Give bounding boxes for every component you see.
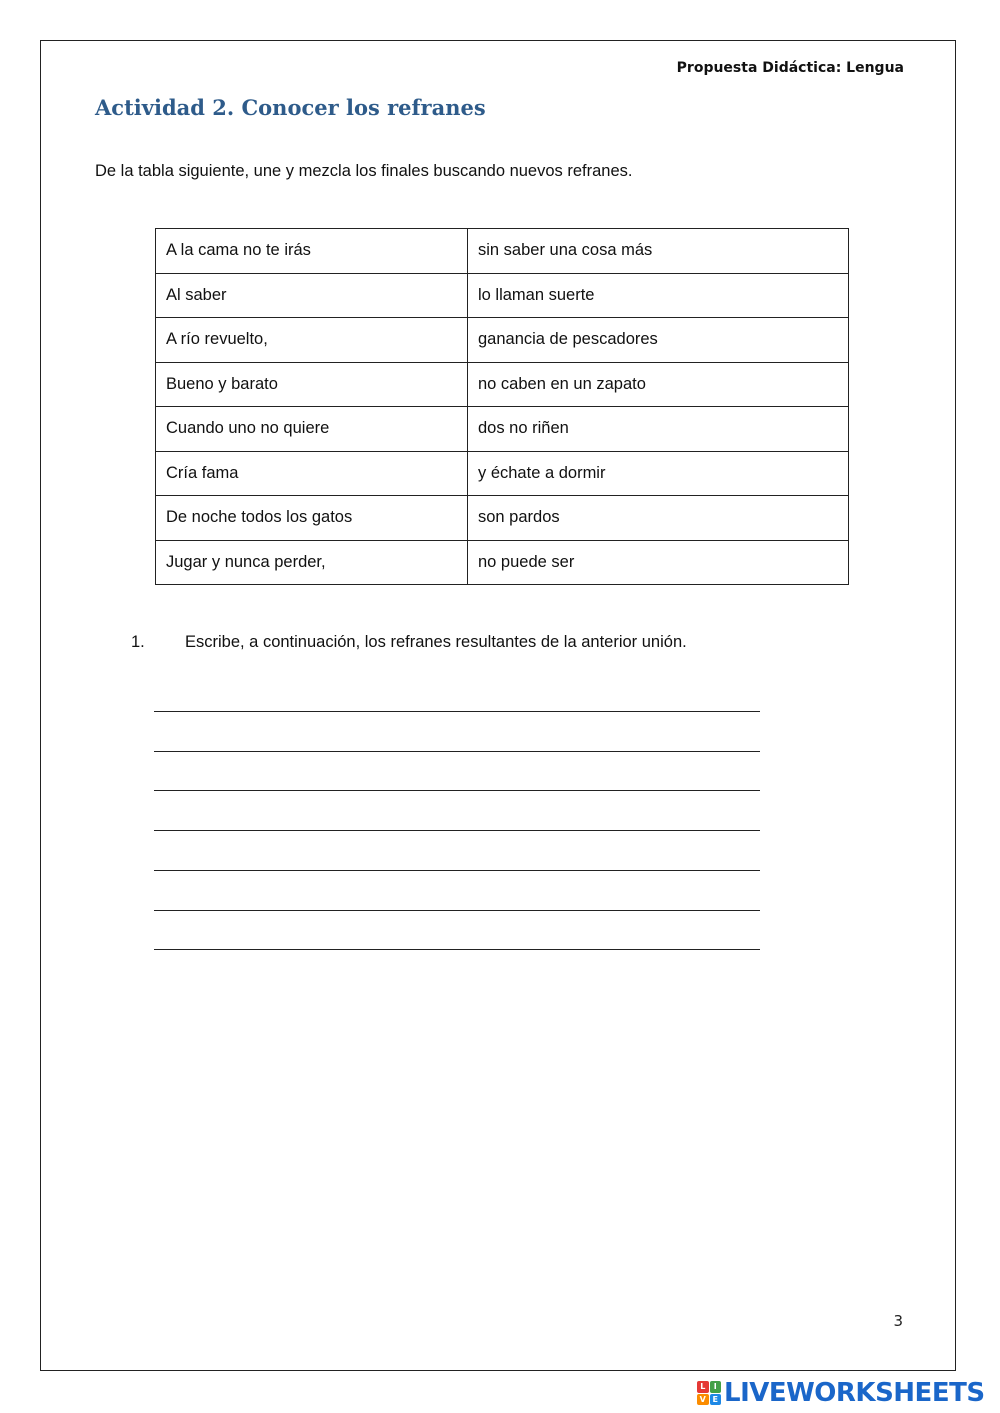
table-row	[156, 229, 849, 274]
brand-name: LIVEWORKSHEETS	[724, 1378, 985, 1408]
table-row	[156, 362, 849, 407]
proverb-end-cell: sin saber una cosa más	[468, 229, 849, 274]
answer-line[interactable]	[154, 751, 760, 752]
proverbs-table	[155, 228, 849, 585]
answer-line[interactable]	[154, 830, 760, 831]
question-text: Escribe, a continuación, los refranes resultantes de la anterior unión.	[185, 633, 687, 651]
proverb-start-cell: Al saber	[156, 273, 468, 318]
answer-line[interactable]	[154, 870, 760, 871]
table-row	[156, 496, 849, 541]
answer-line[interactable]	[154, 910, 760, 911]
answer-line[interactable]	[154, 790, 760, 791]
proverb-start-cell: Jugar y nunca perder,	[156, 540, 468, 585]
table-row	[156, 451, 849, 496]
proverb-start-cell: A la cama no te irás	[156, 229, 468, 274]
proverb-end-cell: ganancia de pescadores	[468, 318, 849, 363]
logo-square: V	[697, 1394, 709, 1406]
answer-line[interactable]	[154, 949, 760, 950]
table-row	[156, 318, 849, 363]
proverb-start-cell: De noche todos los gatos	[156, 496, 468, 541]
proverb-start-cell: Cuando uno no quiere	[156, 407, 468, 452]
instruction-text: De la tabla siguiente, une y mezcla los finales buscando nuevos refranes.	[95, 162, 633, 180]
answer-line[interactable]	[154, 711, 760, 712]
logo-square: E	[710, 1394, 722, 1406]
page-number: 3	[893, 1312, 903, 1330]
table-row	[156, 407, 849, 452]
table-row	[156, 540, 849, 585]
question-number: 1.	[131, 633, 145, 651]
table-row	[156, 273, 849, 318]
logo-square: L	[697, 1381, 709, 1393]
logo-square: I	[710, 1381, 722, 1393]
proverb-end-cell: son pardos	[468, 496, 849, 541]
proverb-start-cell: Bueno y barato	[156, 362, 468, 407]
proverb-start-cell: A río revuelto,	[156, 318, 468, 363]
proverb-end-cell: no puede ser	[468, 540, 849, 585]
proverb-end-cell: y échate a dormir	[468, 451, 849, 496]
activity-title: Actividad 2. Conocer los refranes	[95, 95, 486, 120]
liveworksheets-brand[interactable]	[697, 1378, 985, 1408]
proverb-end-cell: dos no riñen	[468, 407, 849, 452]
question	[131, 633, 687, 652]
proverb-start-cell: Cría fama	[156, 451, 468, 496]
proverb-end-cell: no caben en un zapato	[468, 362, 849, 407]
proverb-end-cell: lo llaman suerte	[468, 273, 849, 318]
liveworksheets-logo-icon	[697, 1381, 721, 1405]
document-header: Propuesta Didáctica: Lengua	[676, 60, 904, 76]
